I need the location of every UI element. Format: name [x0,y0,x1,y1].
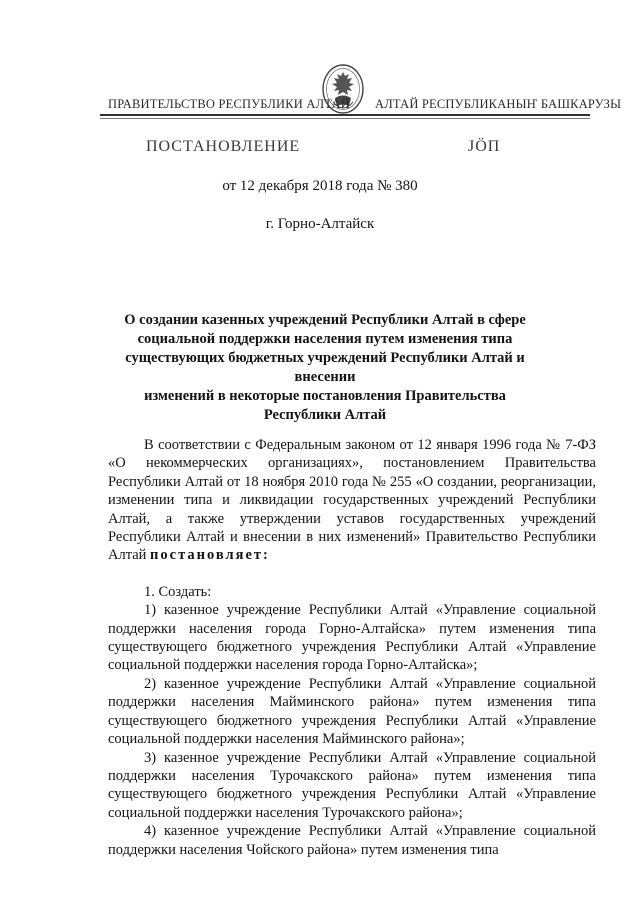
document-date-number: от 12 декабря 2018 года № 380 [222,178,418,194]
document-title [120,311,530,425]
document-body [108,436,596,859]
title-line: О создании казенных учреждений Республики Алтай в сфере [124,312,526,328]
preamble-text: В соответствии с Федеральным законом от 12 января 1996 года № 7-ФЗ «О некоммерческих организациях», постановлением Правительства Республики Алтай от 18 ноября 2010 года № 255 «О создании, реорганизации, изменении типа и ликвидации государственных учреждений Республики Алтай, а также утверждении уставов государственных учреждений Республики Алтай и внесении в них изменений» Правительство Республики Алтай [108,437,596,564]
organization-name-altai: АЛТАЙ РЕСПУБЛИКАНЫҤ БАШКАРУЗЫ [375,97,622,111]
list-item: 3) казенное учреждение Республики Алтай «Управление социальной поддержки населения Турочакского района» путем изменения типа существующего бюджетного учреждения Республики Алтай «Управление социальной поддержки населения Турочакского района»; [108,749,596,821]
document-type-altai: JÖП [468,138,501,155]
title-line: Республики Алтай [263,407,387,423]
organization-name-russian: ПРАВИТЕЛЬСТВО РЕСПУБЛИКИ АЛТАЙ [108,97,350,111]
preamble-paragraph [108,436,596,565]
list-item: 1) казенное учреждение Республики Алтай «Управление социальной поддержки населения города Горно-Алтайска» путем изменения типа существующего бюджетного учреждения Республики Алтай «Управление социальной поддержки населения города Горно-Алтайска»; [108,602,596,674]
header-rule-thick [100,114,590,116]
title-line: изменений в некоторые постановления Правительства [144,388,506,404]
document-city: г. Горно-Алтайск [265,216,375,232]
document-type-russian: ПОСТАНОВЛЕНИЕ [146,138,301,155]
decree-word: постановляет: [150,547,270,564]
title-line: существующих бюджетных учреждений Республики Алтай и внесении [125,350,525,385]
title-line: социальной поддержки населения путем изменения типа [137,331,513,347]
header-rule-thin [100,118,590,119]
list-item: 4) казенное учреждение Республики Алтай «Управление социальной поддержки населения Чойского района» путем изменения типа [108,823,596,858]
list-item: 2) казенное учреждение Республики Алтай «Управление социальной поддержки населения Майминского района» путем изменения типа существующего бюджетного учреждения Республики Алтай «Управление социальной поддержки населения Майминского района»; [108,675,596,748]
item-heading: 1. Создать: [144,583,212,600]
